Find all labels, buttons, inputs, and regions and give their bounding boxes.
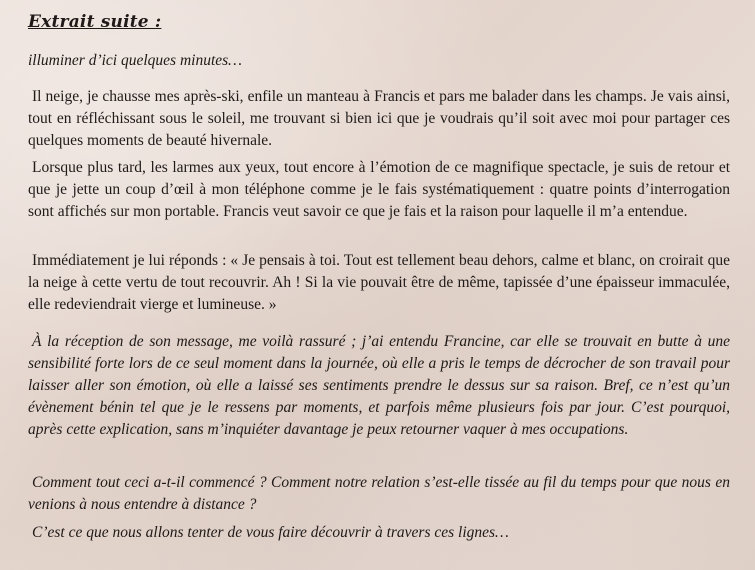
paragraph-3: Immédiatement je lui réponds : « Je pensais à toi. Tout est tellement beau dehors, calme et blanc, on croirait que la neige à cette vertu de tout recouvrir. Ah ! Si la vie pouvait être de même, tapissée d’une épaisseur immaculée, elle redeviendrait vierge et lumineuse. » [28,252,730,313]
paragraph-1: Il neige, je chausse mes après-ski, enfile un manteau à Francis et pars me balader dans les champs. Je vais ainsi, tout en réfléchissant sous le soleil, me trouvant si bien ici que je voudrais qu’il soit avec moi pour partager ces quelques moments de beauté hivernale. [28,88,730,149]
paragraph-6: C’est ce que nous allons tenter de vous faire découvrir à travers ces lignes… [32,524,509,541]
intro-line: illuminer d’ici quelques minutes… [28,52,242,69]
paragraph-2: Lorsque plus tard, les larmes aux yeux, tout encore à l’émotion de ce magnifique spectacle, je suis de retour et que je jette un coup d’œil à mon téléphone comme je le fais systématiquement : quatre points d’interrogation sont affichés sur mon portable. Francis veut savoir ce que je fais et la raison pour laquelle il m’a entendue. [28,159,730,220]
paragraph-5: Comment tout ceci a-t-il commencé ? Comment notre relation s’est-elle tissée au fil du temps pour que nous en venions à nous entendre à distance ? [28,474,730,513]
paragraph-4: À la réception de son message, me voilà rassuré ; j’ai entendu Francine, car elle se trouvait en butte à une sensibilité forte lors de ce seul moment dans la journée, où elle a pris le temps de décrocher de son travail pour laisser aller son émotion, où elle a laissé ses sentiments prendre le dessus sur sa raison. Bref, ce n’est qu’un évènement bénin tel que je le ressens par moments, et parfois même plusieurs fois par jour. C’est pourquoi, après cette explication, sans m’inquiéter davantage je peux retourner vaquer à mes occupations. [28,333,730,438]
document-title: Extrait suite : [28,12,162,32]
